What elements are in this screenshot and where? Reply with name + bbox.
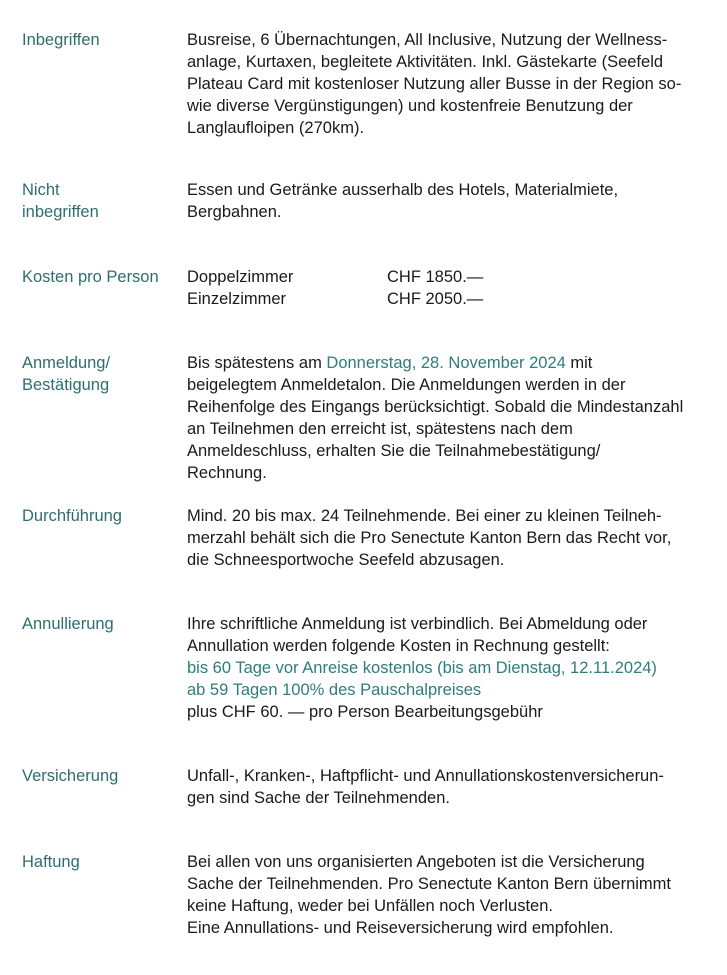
price-row-doppelzimmer xyxy=(187,266,717,288)
content-versicherung: Unfall-, Kranken-, Haftpflicht- und Annullationskostenversicherun- gen sind Sache der Teilnehmenden. xyxy=(187,767,664,807)
label-anmeldung: Anmeldung/ Bestätigung xyxy=(22,354,111,394)
label-inbegriffen: Inbegriffen xyxy=(22,31,100,49)
content-haftung: Bei allen von uns organisierten Angeboten ist die Versicherung Sache der Teilnehmenden. Pro Senectute Kanton Bern übernimmt keine Haftung, weder bei Unfällen noch Verlusten. Eine Annullations- und Reiseversicherung wird empfohlen. xyxy=(187,853,671,937)
room-price: CHF 1850.— xyxy=(387,268,484,286)
room-type: Doppelzimmer xyxy=(187,268,294,286)
label-annullierung: Annullierung xyxy=(22,615,114,633)
cancellation-free-term: bis 60 Tage vor Anreise kostenlos (bis am Dienstag, 12.11.2024) xyxy=(187,659,657,677)
label-haftung: Haftung xyxy=(22,853,80,871)
price-table xyxy=(187,266,717,310)
content-inbegriffen: Busreise, 6 Übernachtungen, All Inclusive, Nutzung der Wellness- anlage, Kurtaxen, begleitete Aktivitäten. Inkl. Gästekarte (Seefeld Plateau Card mit kostenloser Nutzung aller Busse in der Region so- wie diverse Vergünstigungen) und kostenfreie Benutzung der Langlaufloipen (270km). xyxy=(187,31,682,137)
content-durchfuehrung: Mind. 20 bis max. 24 Teilnehmende. Bei einer zu kleinen Teilneh- merzahl behält sich die Pro Senectute Kanton Bern das Recht vor, die Schneesportwoche Seefeld abzusagen. xyxy=(187,507,672,569)
price-row-einzelzimmer xyxy=(187,288,717,310)
content-annullierung: Ihre schriftliche Anmeldung ist verbindlich. Bei Abmeldung oder Annullation werden folgende Kosten in Rechnung gestellt: bis 60 Tage vor Anreise kostenlos (bis am Dienstag, 12.11.2024) ab 59 Tagen 100% des Pauschalpreises plus CHF 60. — pro Person Bearbeitungsgebühr xyxy=(187,613,717,723)
label-kosten: Kosten pro Person xyxy=(22,268,159,286)
label-versicherung: Versicherung xyxy=(22,767,119,785)
content-nicht-inbegriffen: Essen und Getränke ausserhalb des Hotels, Materialmiete, Bergbahnen. xyxy=(187,181,619,221)
room-type: Einzelzimmer xyxy=(187,290,287,308)
content-anmeldung: Bis spätestens am Donnerstag, 28. November 2024 mit beigelegtem Anmeldetalon. Die Anmeldungen werden in der Reihenfolge des Eingangs berücksichtigt. Sobald die Mindestanzahl an Teilnehmen den erreicht ist, spätestens nach dem Anmeldeschluss, erhalten Sie die Teilnahmebestätigung/ Rechnung. xyxy=(187,354,684,482)
label-nicht-inbegriffen: Nicht inbegriffen xyxy=(22,181,99,221)
label-durchfuehrung: Durchführung xyxy=(22,507,122,525)
deadline-date: Donnerstag, 28. November 2024 xyxy=(326,354,566,372)
room-price: CHF 2050.— xyxy=(387,290,484,308)
cancellation-full-charge: ab 59 Tagen 100% des Pauschalpreises xyxy=(187,681,482,699)
